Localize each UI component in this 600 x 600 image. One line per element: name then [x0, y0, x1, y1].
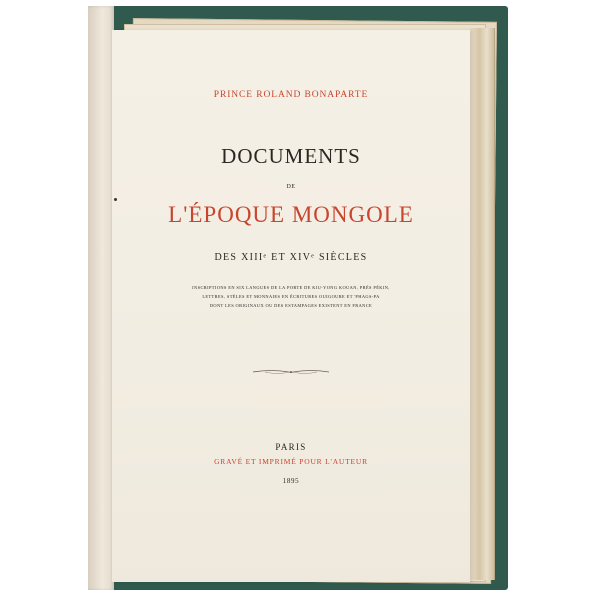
description-line-1: INSCRIPTIONS EN SIX LANGUES DE LA PORTE DE KIU-YONG KOUAN, PRÈS PÉKIN,	[192, 285, 390, 290]
imprint-publisher: GRAVÉ ET IMPRIMÉ POUR L'AUTEUR	[214, 457, 368, 466]
page-edges	[470, 28, 495, 580]
author-name: PRINCE ROLAND BONAPARTE	[213, 90, 369, 100]
description-line-2: LETTRES, STÈLES ET MONNAIES EN ÉCRITURES OUIGOURE ET 'PHAGS-PA	[202, 294, 380, 299]
title-line-epoque: L'ÉPOQUE MONGOLE	[168, 202, 414, 227]
imprint-year: 1895	[282, 477, 300, 485]
front-cover-edge	[88, 6, 114, 590]
imprint-city: PARIS	[275, 442, 307, 452]
description-line-3: DONT LES ORIGINAUX OU DES ESTAMPAGES EXISTENT EN FRANCE	[209, 303, 373, 308]
ornament-divider	[251, 368, 331, 376]
title-line-documents: DOCUMENTS	[221, 144, 361, 168]
centuries-subtitle: DES XIIIᵉ ET XIVᵉ SIÈCLES	[214, 252, 368, 263]
title-page	[112, 30, 470, 582]
title-connector: DE	[286, 184, 296, 190]
margin-mark	[114, 198, 117, 201]
